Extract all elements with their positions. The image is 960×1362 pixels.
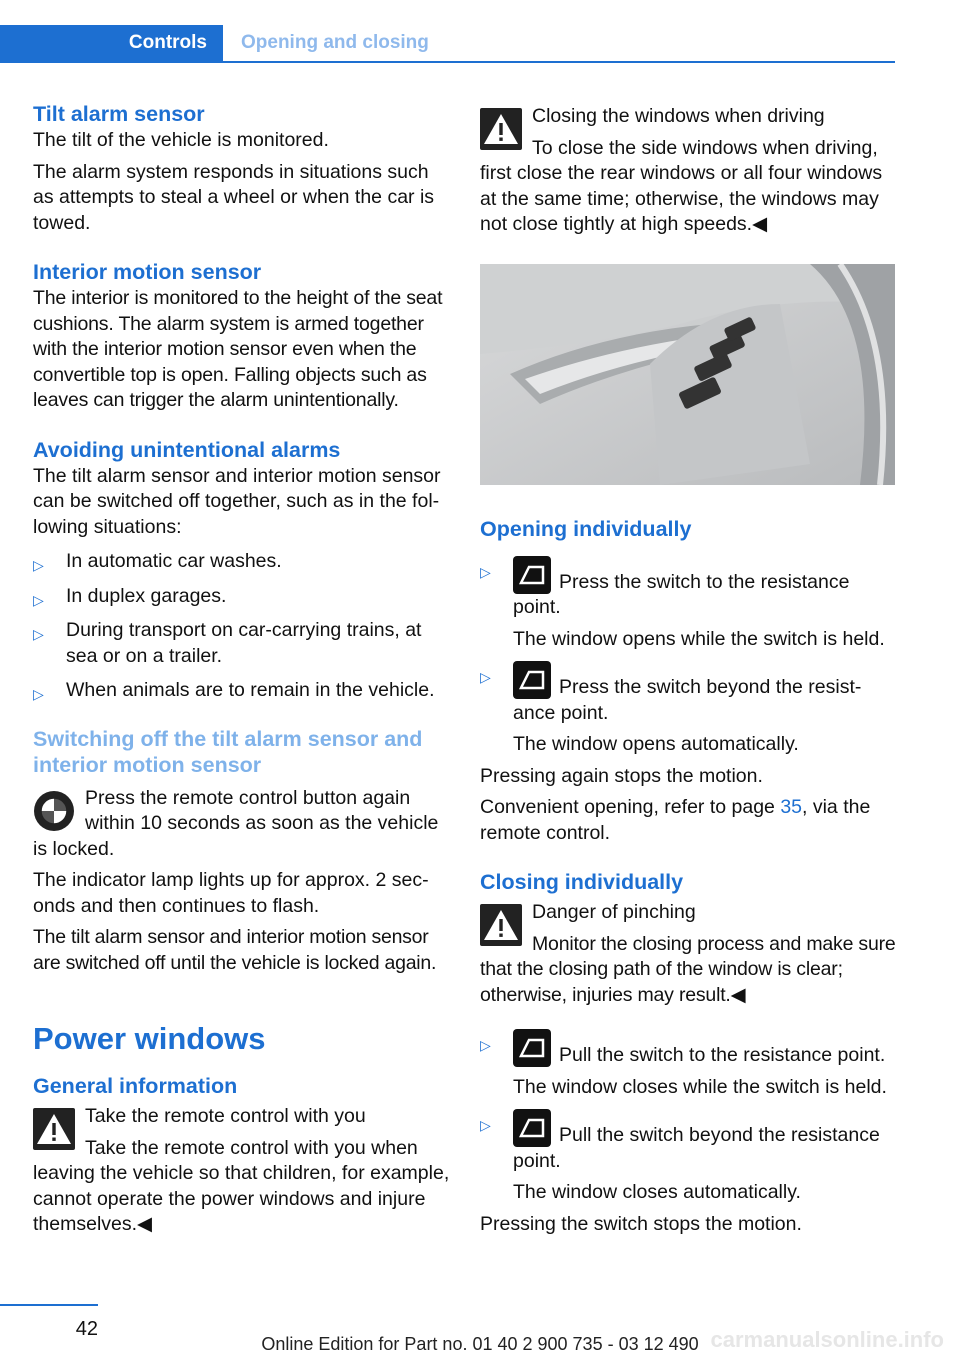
warning-triangle-icon [33,1108,75,1150]
triangle-right-icon: ▷ [33,591,44,608]
step-result: The window opens automatically. [513,733,799,755]
opening-steps [480,553,898,758]
list-item: ▷ Press the switch to the resistance point. The window opens while the switch is held. [480,553,898,653]
triangle-right-icon: ▷ [480,1037,491,1053]
avoid-paragraph: The tilt alarm sensor and interior motion sensor can be switched off together, such as in the fol‐lowing situations: [33,464,441,538]
warning-triangle-icon [480,904,522,946]
triangle-right-icon: ▷ [480,669,491,685]
list-item: ▷ Press the switch beyond the resist‐ance point. The window opens automatically. [480,658,898,758]
watermark: carmanualsonline.info [710,1327,944,1352]
warning-title: Danger of pinching [532,901,696,923]
warning-title: Take the remote control with you [85,1105,366,1127]
door-switch-photo [480,264,895,485]
warning-triangle-icon [480,108,522,150]
window-switch-icon [513,1109,551,1147]
left-column [33,100,451,1244]
warning-pinching [480,900,898,1008]
header-tabs [0,25,895,63]
closing-steps [480,1026,898,1206]
list-item: ▷ When animals are to remain in the vehicle. [33,675,451,704]
switchoff-block [33,786,451,863]
right-column [480,100,898,1243]
interior-paragraph: The interior is monitored to the height of the seat cushions. The alarm system is armed together with the interior motion sensor even when the convertible top is open. Falling objects such as leaves can trigger the alarm unintentionally. [33,287,443,411]
step-result: The window closes automatically. [513,1181,801,1203]
warning-body: Take the remote control with you when leaving the vehicle so that children, for example, cannot operate the power windows and injure themselves.◀ [33,1136,450,1235]
tilt-paragraph-2: The alarm system responds in situations such as attempts to steal a wheel or when the car is towed. [33,160,435,234]
warning-title: Closing the windows when driving [532,105,825,127]
power-windows-title: Power windows [33,1021,266,1056]
warning-remote-control [33,1104,451,1238]
triangle-right-icon: ▷ [33,626,44,642]
avoiding-alarms-heading: Avoiding unintentional alarms [33,437,341,462]
list-item: ▷ In duplex garages. [33,581,451,610]
edition-note: Online Edition for Part no. 01 40 2 900 735 - 03 12 490 [261,1334,699,1354]
window-switch-icon [513,1029,551,1067]
step-result: The window closes while the switch is held. [513,1075,887,1098]
list-item: ▷ Pull the switch to the resistance point. The window closes while the switch is held. [480,1026,898,1100]
bmw-logo-icon [33,790,75,832]
tab-opening-and-closing[interactable]: Opening and closing [241,32,429,53]
opening-paragraph-1: Pressing again stops the motion. [480,764,763,787]
triangle-right-icon: ▷ [480,563,491,580]
list-item: ▷ During transport on car-carrying trains, at sea or on a trailer. [33,619,422,667]
avoid-list [33,546,451,704]
list-item: ▷ In automatic car washes. [33,546,451,575]
page-link[interactable]: 35 [780,796,803,818]
tab-controls[interactable]: Controls [0,25,223,61]
window-switch-icon [513,661,551,699]
switching-off-heading: Switching off the tilt alarm sensor and interior motion sensor [33,726,423,777]
switchoff-paragraph-1: Press the remote control button again within 10 seconds as soon as the vehicle is locked. [33,786,439,860]
closing-paragraph: Pressing the switch stops the motion. [480,1212,802,1235]
switchoff-paragraph-3: The tilt alarm sensor and interior motion sensor are switched off until the vehicle is locked again. [33,926,437,974]
switchoff-paragraph-2: The indicator lamp lights up for approx. 2 sec‐onds and then continues to flash. [33,869,429,917]
triangle-right-icon: ▷ [480,1117,491,1133]
opening-individually-heading: Opening individually [480,516,692,541]
opening-paragraph-2: Convenient opening, refer to page 35, via the remote control. [480,796,871,844]
window-switch-icon [513,556,551,594]
footer-rule [0,1304,98,1306]
step-result: The window opens while the switch is held. [513,627,885,650]
interior-motion-heading: Interior motion sensor [33,260,262,284]
closing-individually-heading: Closing individually [480,870,684,894]
tilt-paragraph-1: The tilt of the vehicle is monitored. [33,129,329,151]
triangle-right-icon: ▷ [33,686,44,702]
warning-body: Monitor the closing process and make sure that the closing path of the window is clear; otherwise, injuries may result.◀ [480,932,896,1006]
triangle-right-icon: ▷ [33,557,44,573]
general-info-heading: General information [33,1074,238,1098]
page-number: 42 [75,1318,98,1340]
warning-body: To close the side windows when driving, first close the rear windows or all four windows at the same time; otherwise, the windows may not close tightly at high speeds.◀ [480,136,883,235]
tilt-alarm-heading: Tilt alarm sensor [33,102,205,126]
warning-closing-driving [480,104,898,238]
list-item: ▷ Pull the switch beyond the resistance point. The window closes automatically. [480,1106,898,1206]
